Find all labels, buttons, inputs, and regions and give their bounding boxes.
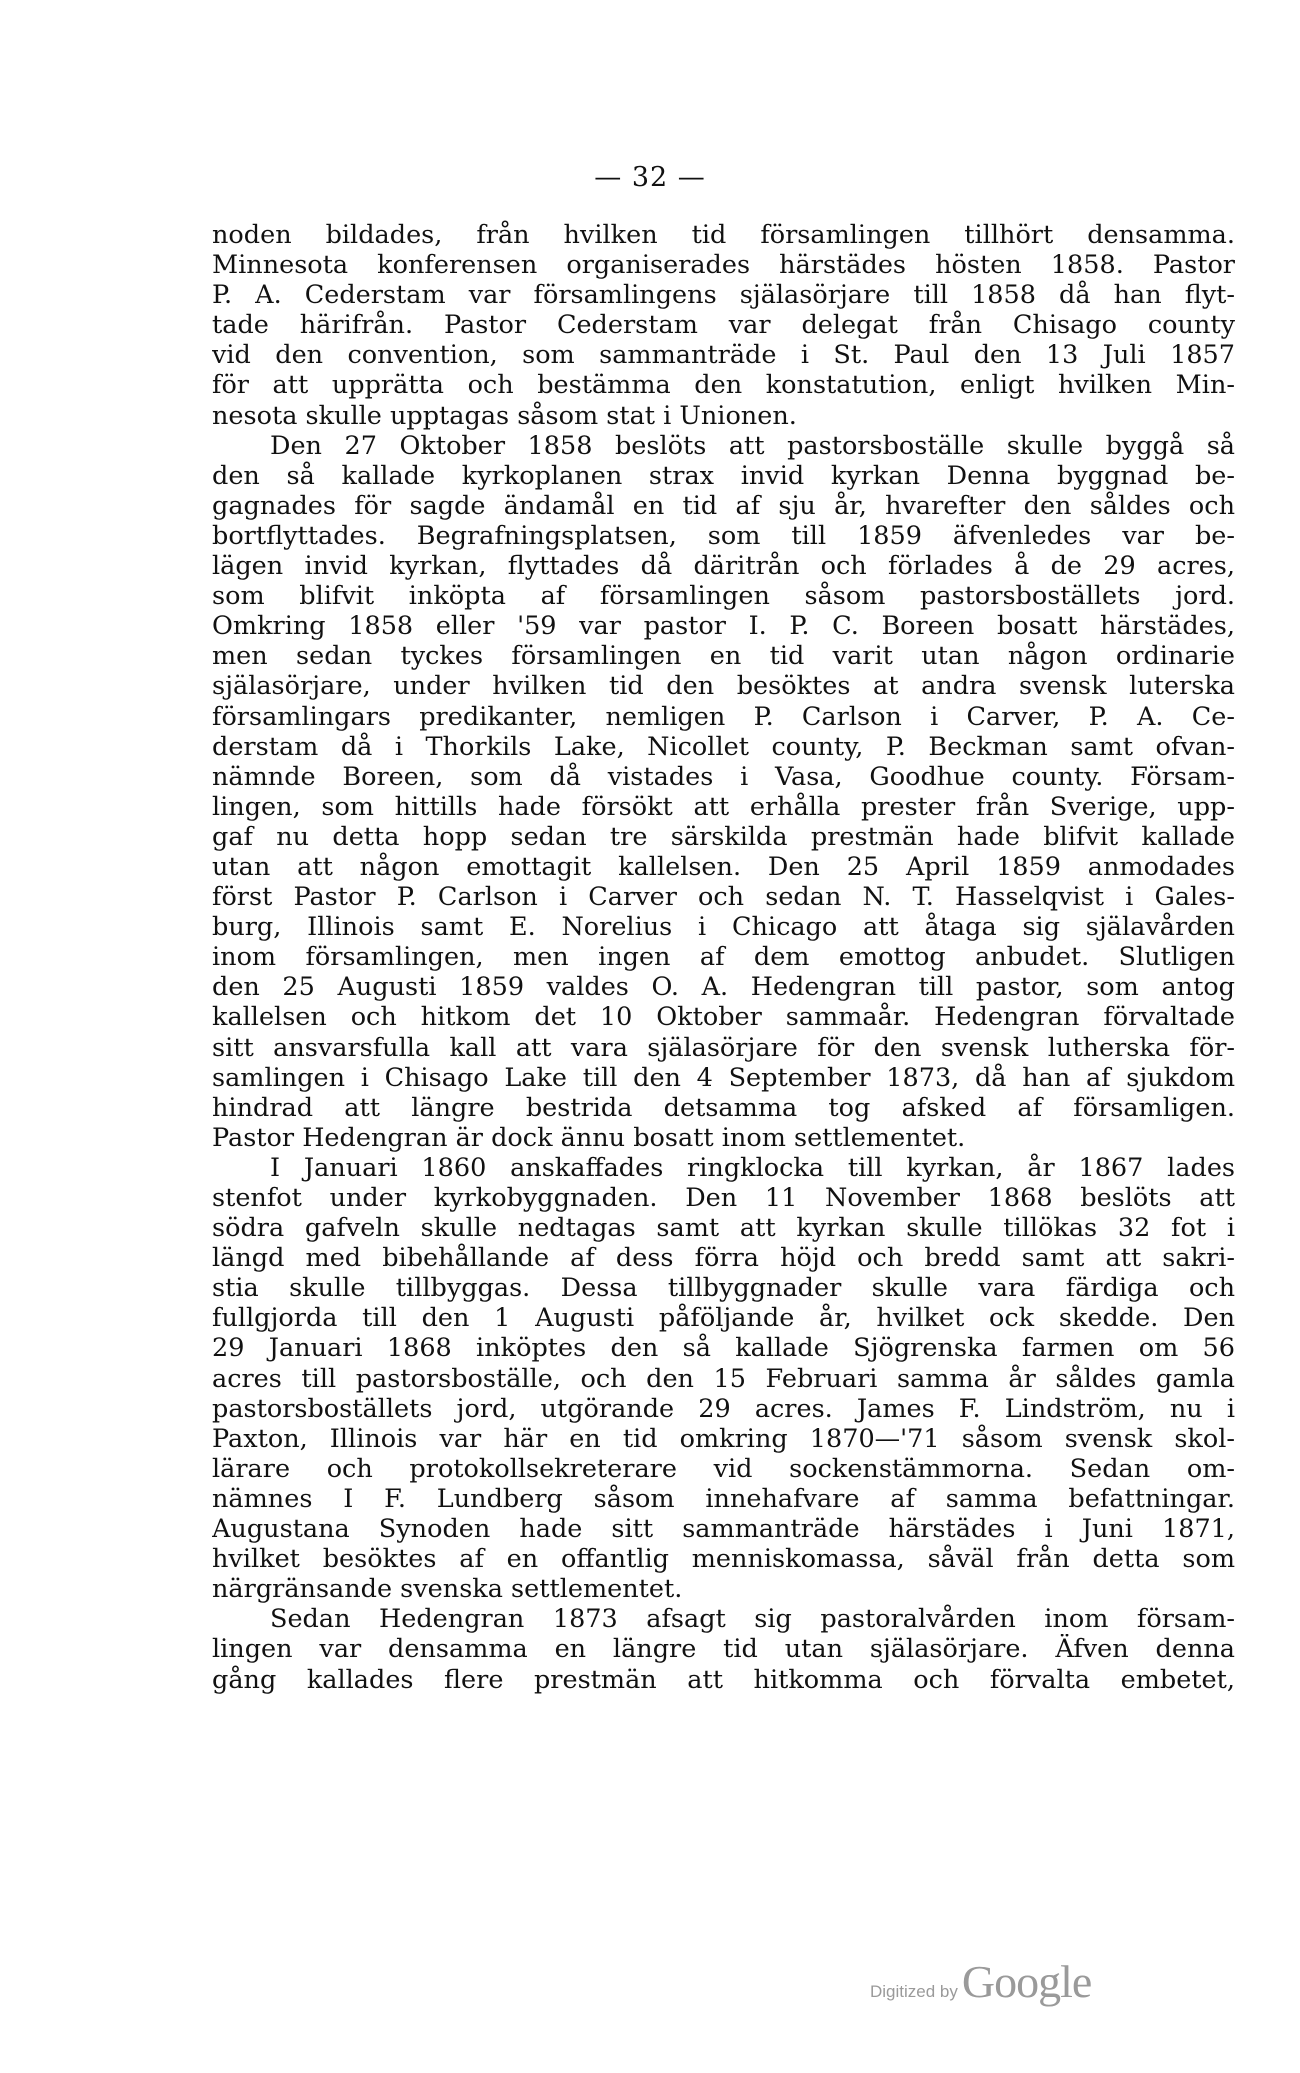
text-line: Augustana Synoden hade sitt sammanträde härstädes i Juni 1871, [212,1514,1235,1545]
text-line: utan att någon emottagit kallelsen. Den 25 April 1859 anmodades [212,851,1235,882]
text-line: först Pastor P. Carlson i Carver och sedan N. T. Hasselqvist i Gales- [212,882,1235,913]
text-line: den 25 Augusti 1859 valdes O. A. Hedengran till pastor, som antog [212,972,1235,1003]
text-line: Paxton, Illinois var här en tid omkring 1870—'71 såsom svensk skol- [212,1423,1235,1454]
text-line: själasörjare, under hvilken tid den besöktes at andra svensk luterska [212,671,1235,702]
text-line: hvilket besöktes af en offantlig menniskomassa, såväl från detta som [212,1544,1235,1575]
text-line: burg, Illinois samt E. Norelius i Chicago att åtaga sig själavården [212,912,1235,943]
digitized-watermark [870,1955,1091,2008]
text-line: närgränsande svenska settlementet. [212,1574,683,1605]
text-line: gaf nu detta hopp sedan tre särskilda prestmän hade blifvit kallade [212,821,1235,852]
text-line: pastorsboställets jord, utgörande 29 acres. James F. Lindström, nu i [212,1393,1235,1424]
text-line: acres till pastorsboställe, och den 15 Februari samma år såldes gamla [212,1363,1235,1394]
text-line: gång kallades flere prestmän att hitkomma och förvalta embetet, [212,1664,1235,1695]
watermark-digitized-label: Digitized by [870,1982,958,2001]
text-line: längd med bibehållande af dess förra höjd och bredd samt att sakri- [212,1243,1235,1274]
text-line: P. A. Cederstam var församlingens själasörjare till 1858 då han flyt- [212,280,1235,311]
text-line: tade härifrån. Pastor Cederstam var delegat från Chisago county [212,310,1235,341]
text-line: församlingars predikanter, nemligen P. Carlson i Carver, P. A. Ce- [212,701,1235,732]
text-line: inom församlingen, men ingen af dem emottog anbudet. Slutligen [212,942,1235,973]
text-line: lärare och protokollsekreterare vid sockenstämmorna. Sedan om- [212,1453,1235,1484]
text-line: kallelsen och hitkom det 10 Oktober sammaår. Hedengran förvaltade [212,1002,1235,1033]
text-line: som blifvit inköpta af församlingen såsom pastorsboställets jord. [212,581,1235,612]
text-line: södra gafveln skulle nedtagas samt att kyrkan skulle tillökas 32 fot i [212,1213,1235,1244]
text-line: men sedan tyckes församlingen en tid varit utan någon ordinarie [212,641,1235,672]
text-line: Minnesota konferensen organiserades härstädes hösten 1858. Pastor [212,250,1235,281]
text-line: stenfot under kyrkobyggnaden. Den 11 November 1868 beslöts att [212,1183,1235,1213]
text-line: nämnes I F. Lundberg såsom innehafvare af samma befattningar. [212,1483,1235,1514]
text-line: hindrad att längre bestrida detsamma tog afsked af församligen. [212,1092,1235,1123]
text-line: lingen, som hittills hade försökt att erhålla prester från Sverige, upp- [212,791,1235,822]
text-line: 29 Januari 1868 inköptes den så kallade Sjögrenska farmen om 56 [212,1333,1235,1364]
text-line: sitt ansvarsfulla kall att vara själasörjare för den svensk lutherska för- [212,1032,1235,1063]
text-line: lingen var densamma en längre tid utan själasörjare. Äfven denna [212,1634,1235,1665]
text-line: derstam då i Thorkils Lake, Nicollet county, P. Beckman samt ofvan- [212,731,1235,762]
text-line: nämnde Boreen, som då vistades i Vasa, Goodhue county. Försam- [212,761,1235,792]
text-line: lägen invid kyrkan, flyttades då däritrån och förlades å de 29 acres, [212,551,1235,582]
text-line: I Januari 1860 anskaffades ringklocka till kyrkan, år 1867 lades [270,1152,1235,1183]
text-line: för att upprätta och bestämma den konstatution, enligt hvilken Min- [212,370,1235,401]
text-line: fullgjorda till den 1 Augusti påföljande år, hvilket ock skedde. Den [212,1303,1235,1334]
page-number: — 32 — [594,162,706,193]
text-line: Omkring 1858 eller '59 var pastor I. P. C. Boreen bosatt härstädes, [212,611,1235,642]
text-line: nesota skulle upptagas såsom stat i Unionen. [212,400,797,431]
text-line: bortflyttades. Begrafningsplatsen, som till 1859 äfvenledes var be- [212,520,1235,551]
text-line: Den 27 Oktober 1858 beslöts att pastorsboställe skulle byggå så [270,430,1235,461]
watermark-brand-logo: Google [961,1956,1092,2007]
text-line: Pastor Hedengran är dock ännu bosatt inom settlementet. [212,1122,966,1153]
text-line: samlingen i Chisago Lake till den 4 September 1873, då han af sjukdom [212,1062,1235,1093]
body-text [212,220,1235,1695]
text-line: Sedan Hedengran 1873 afsagt sig pastoralvården inom försam- [270,1604,1235,1635]
text-line: stia skulle tillbyggas. Dessa tillbyggnader skulle vara färdiga och [212,1273,1235,1304]
text-line: vid den convention, som sammanträde i St. Paul den 13 Juli 1857 [212,340,1235,371]
text-line: den så kallade kyrkoplanen strax invid kyrkan Denna byggnad be- [212,460,1235,491]
text-line: noden bildades, från hvilken tid församlingen tillhört densamma. [212,220,1235,250]
text-line: gagnades för sagde ändamål en tid af sju år, hvarefter den såldes och [212,490,1235,521]
